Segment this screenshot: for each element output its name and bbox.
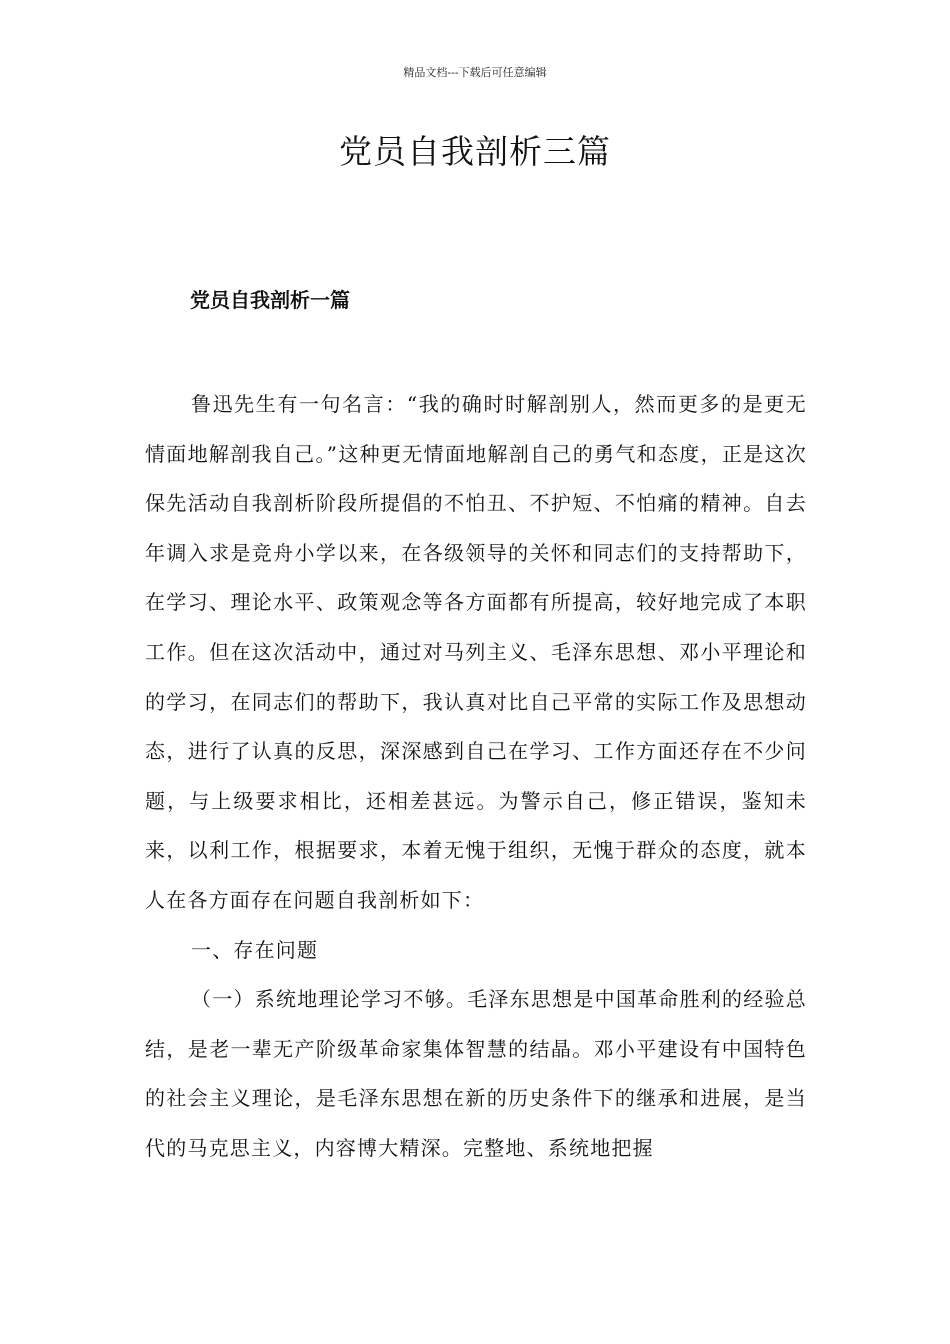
document-body (145, 380, 807, 1174)
header-note: 精品文档---下载后可任意编辑 (403, 66, 547, 79)
paragraph-theory-study: （一）系统地理论学习不够。毛泽东思想是中国革命胜利的经验总结，是老一辈无产阶级革命家集体智慧的结晶。邓小平建设有中国特色的社会主义理论，是毛泽东思想在新的历史条件下的继承和进展，是当代的马克思主义，内容博大精深。完整地、系统地把握 (145, 987, 807, 1160)
paragraph-intro: 鲁迅先生有一句名言：“我的确时时解剖别人，然而更多的是更无情面地解剖我自己。”这种更无情面地解剖自己的勇气和态度，正是这次保先活动自我剖析阶段所提倡的不怕丑、不护短、不怕痛的精神。自去年调入求是竞舟小学以来，在各级领导的关怀和同志们的支持帮助下，在学习、理论水平、政策观念等各方面都有所提高，较好地完成了本职工作。但在这次活动中，通过对马列主义、毛泽东思想、邓小平理论和的学习，在同志们的帮助下，我认真对比自己平常的实际工作及思想动态，进行了认真的反思，深深感到自己在学习、工作方面还存在不少问题，与上级要求相比，还相差甚远。为警示自己，修正错误，鉴知未来，以利工作，根据要求，本着无愧于组织，无愧于群众的态度，就本人在各方面存在问题自我剖析如下： (145, 392, 807, 912)
document-title: 党员自我剖析三篇 (339, 132, 611, 171)
section-title: 党员自我剖析一篇 (190, 288, 350, 312)
paragraph-heading-problems: 一、存在问题 (191, 937, 319, 962)
